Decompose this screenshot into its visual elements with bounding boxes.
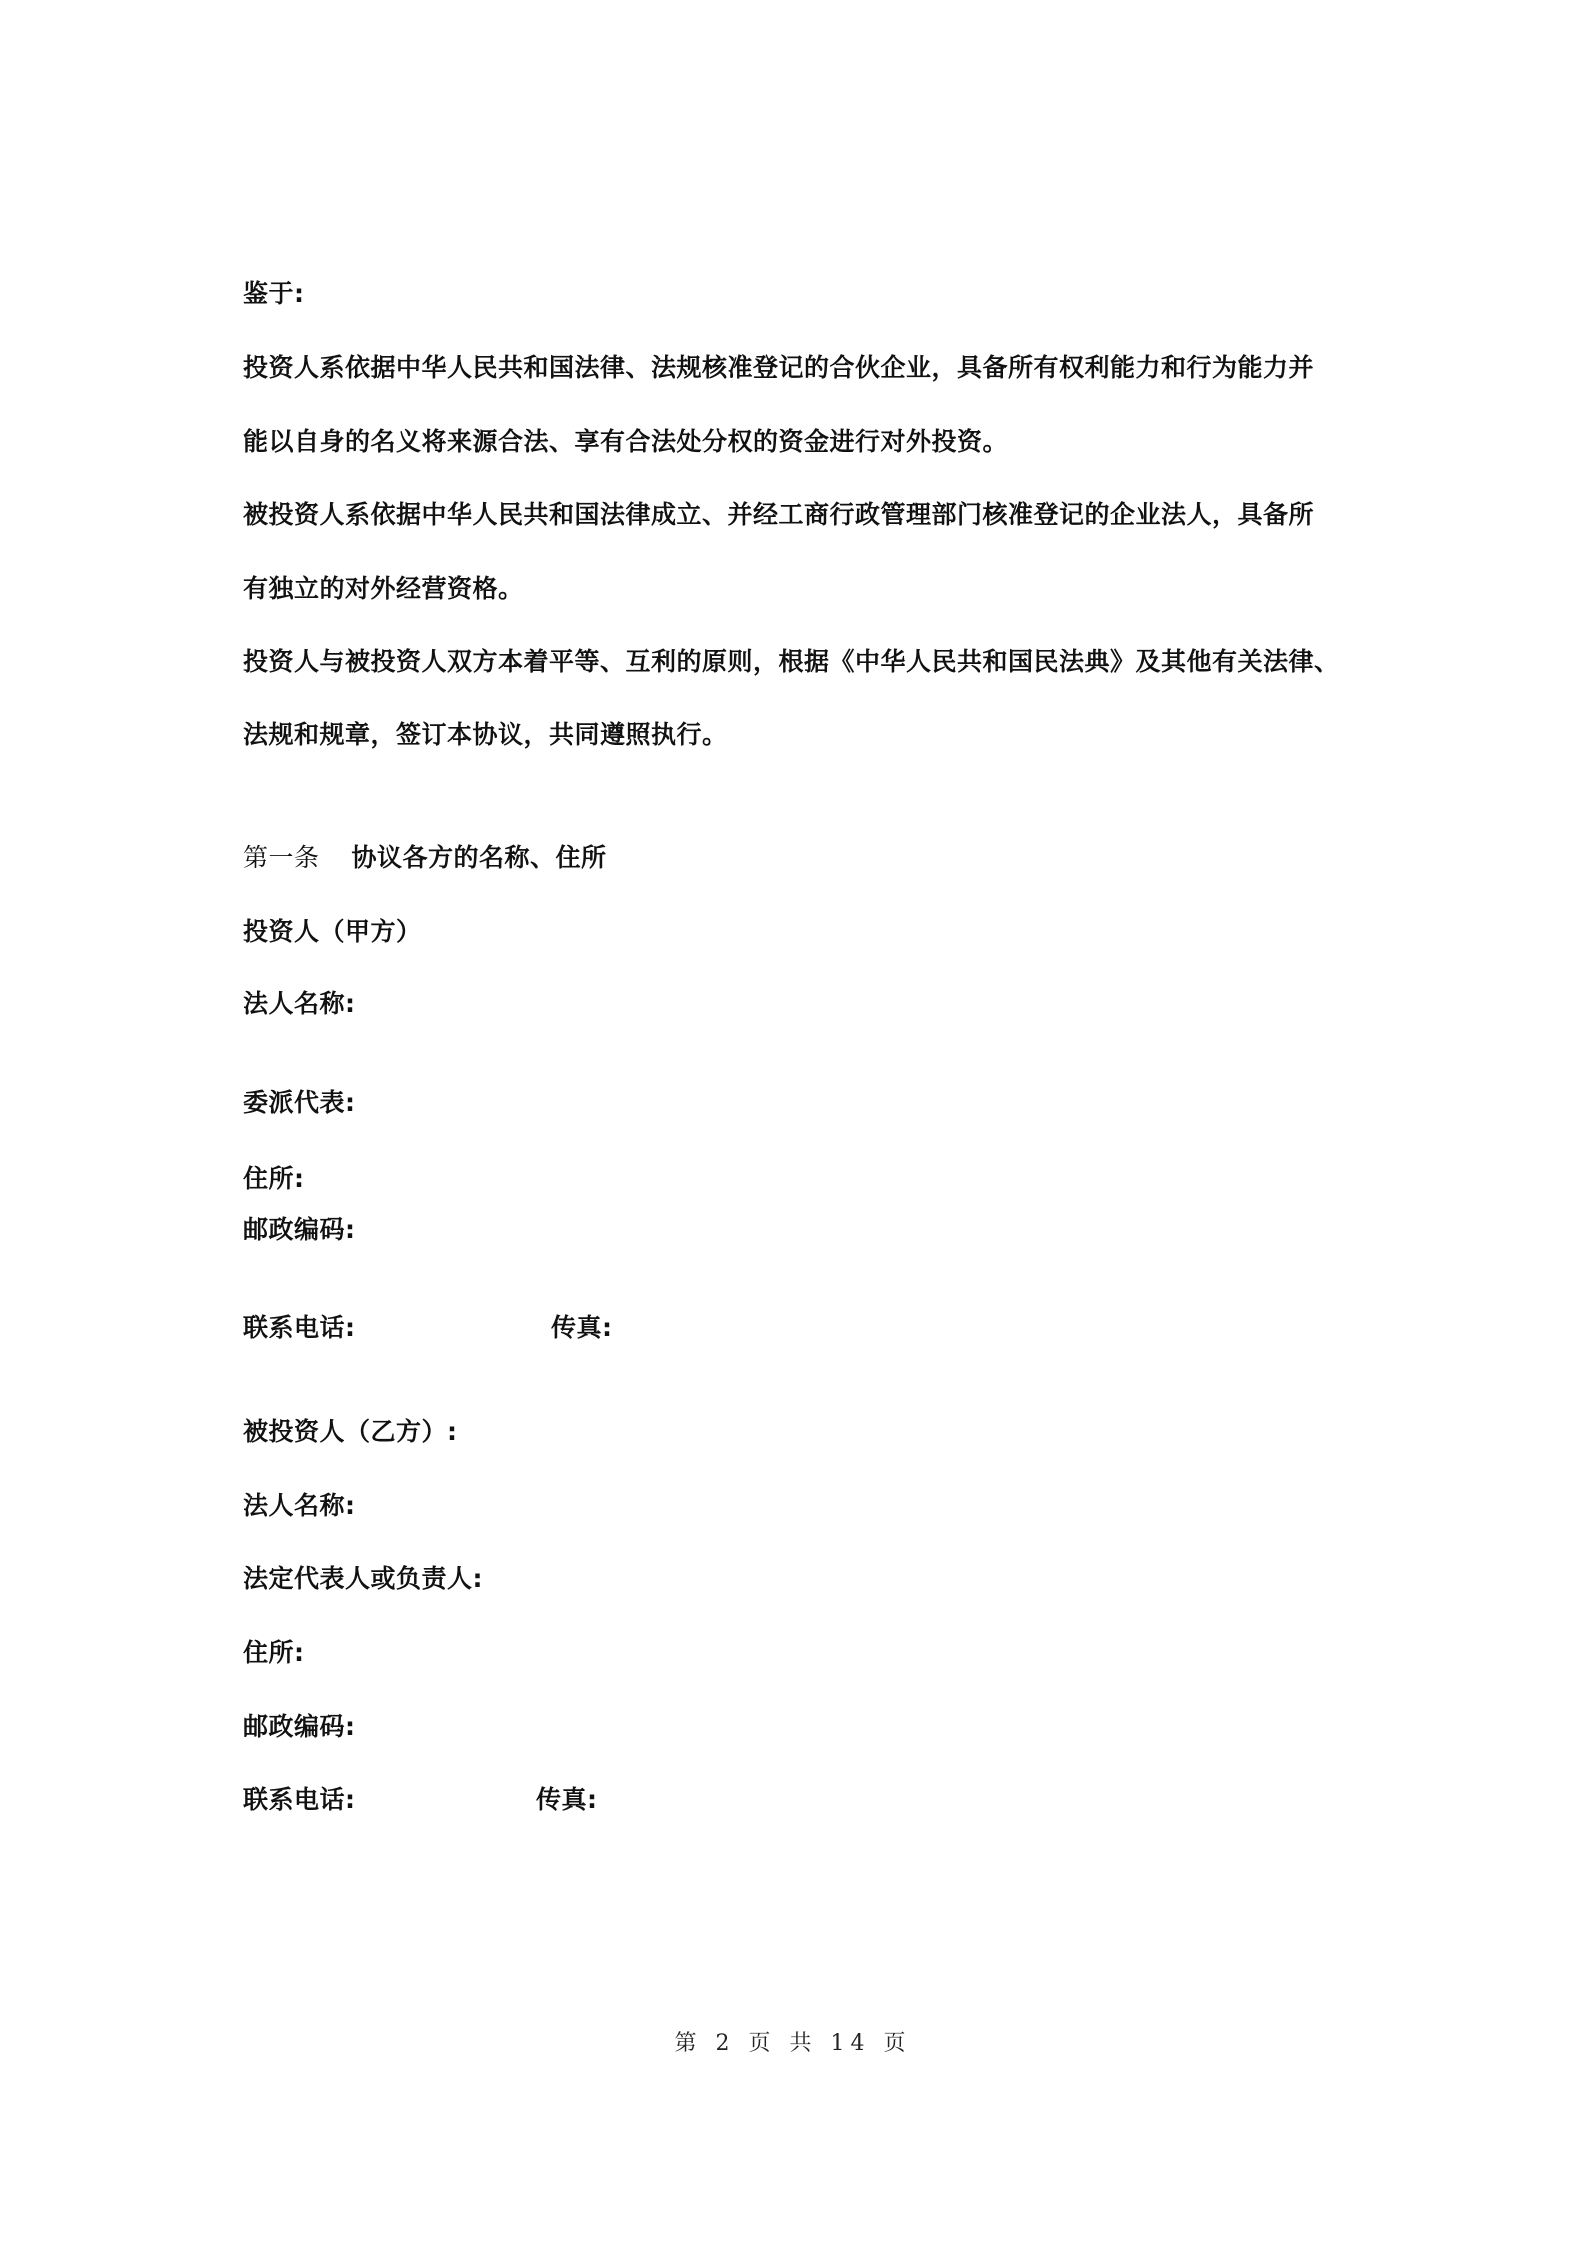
recital-line-1: 投资人系依据中华人民共和国法律、法规核准登记的合伙企业，具备所有权利能力和行为能力并 (243, 353, 1315, 382)
recital-line-5: 投资人与被投资人双方本着平等、互利的原则，根据《中华人民共和国民法典》及其他有关法律、 (243, 647, 1340, 676)
recital-line-6: 法规和规章，签订本协议，共同遵照执行。 (243, 720, 728, 749)
page-number-footer: 第 2 页 共 14 页 (674, 2031, 912, 2056)
article-1-heading (243, 842, 607, 874)
investee-fax-label: 传真: (536, 1785, 598, 1814)
investee-postcode-label: 邮政编码: (243, 1712, 356, 1741)
investor-address-label: 住所: (243, 1164, 305, 1193)
investee-name-label: 法人名称: (243, 1491, 356, 1520)
investor-phone-label: 联系电话: (243, 1313, 356, 1342)
investor-name-label: 法人名称: (243, 989, 356, 1018)
recital-line-3: 被投资人系依据中华人民共和国法律成立、并经工商行政管理部门核准登记的企业法人，具备所 (243, 500, 1315, 529)
recital-line-4: 有独立的对外经营资格。 (243, 574, 524, 603)
investor-contact-row (243, 1312, 613, 1344)
investor-representative-label: 委派代表: (243, 1088, 356, 1117)
article-1-number: 第一条 (243, 843, 320, 872)
investor-postcode-label: 邮政编码: (243, 1215, 356, 1244)
investee-address-label: 住所: (243, 1638, 305, 1667)
investee-legal-rep-label: 法定代表人或负责人: (243, 1564, 483, 1593)
investor-heading: 投资人（甲方） (243, 917, 422, 946)
recital-line-2: 能以自身的名义将来源合法、享有合法处分权的资金进行对外投资。 (243, 427, 1009, 456)
whereas-label: 鉴于: (243, 279, 305, 308)
article-1-title: 协议各方的名称、住所 (351, 843, 607, 872)
investor-fax-label: 传真: (551, 1313, 613, 1342)
investee-contact-row (243, 1784, 598, 1816)
investee-heading: 被投资人（乙方）: (243, 1417, 458, 1446)
investee-phone-label: 联系电话: (243, 1785, 356, 1814)
